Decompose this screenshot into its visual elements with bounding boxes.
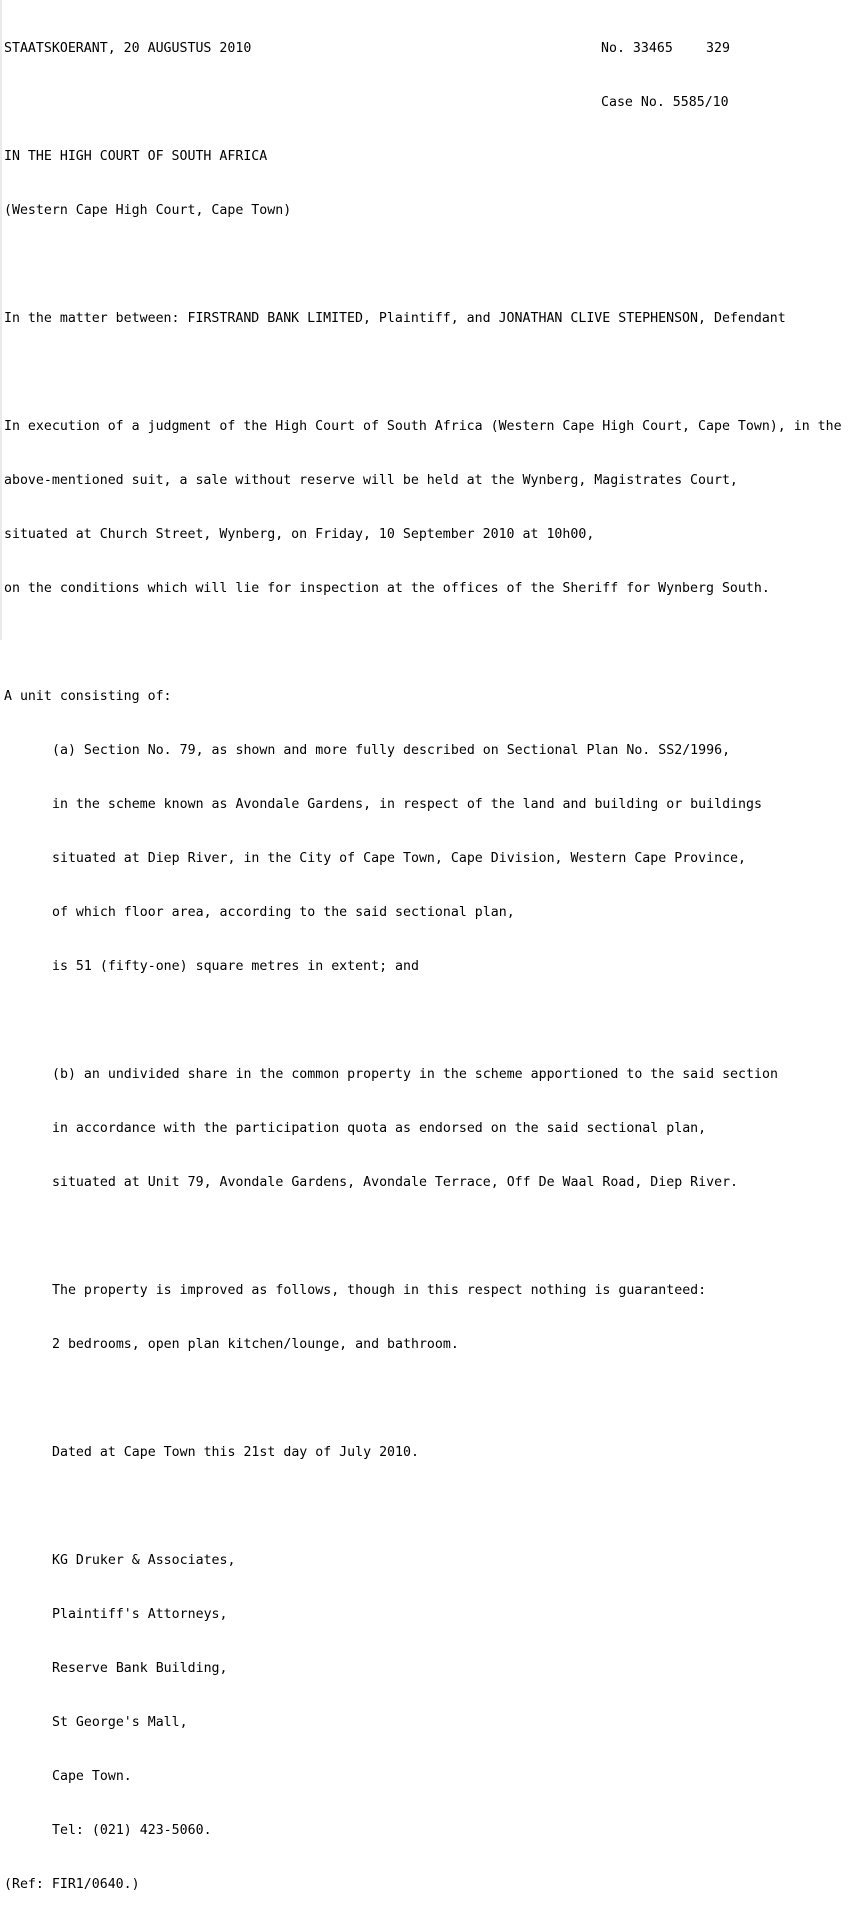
case-number-line xyxy=(4,94,851,112)
blank-line xyxy=(4,1390,851,1408)
attorney-address-line-3: Cape Town. xyxy=(52,1769,132,1784)
case-number: Case No. 5585/10 xyxy=(601,95,729,110)
improvements-line-2: 2 bedrooms, open plan kitchen/lounge, and bathroom. xyxy=(52,1337,459,1352)
execution-paragraph-line-1: In execution of a judgment of the High Court of South Africa (Western Cape High Court, Cape Town), in the xyxy=(4,419,842,434)
section-a-line-5: is 51 (fifty-one) square metres in extent; and xyxy=(52,959,419,974)
dated-line: Dated at Cape Town this 21st day of July 2010. xyxy=(52,1445,419,1460)
execution-paragraph-line-3: situated at Church Street, Wynberg, on Friday, 10 September 2010 at 10h00, xyxy=(4,527,595,542)
attorney-phone-line: Tel: (021) 423-5060. xyxy=(52,1823,212,1838)
blank-line xyxy=(4,256,851,274)
section-a-line-2: in the scheme known as Avondale Gardens, in respect of the land and building or buildings xyxy=(52,797,762,812)
page-number: 329 xyxy=(706,41,730,56)
section-b-line-3: situated at Unit 79, Avondale Gardens, Avondale Terrace, Off De Waal Road, Diep River. xyxy=(52,1175,739,1190)
attorney-name-line: KG Druker & Associates, xyxy=(52,1553,236,1568)
blank-line xyxy=(4,1012,851,1030)
unit-heading-line: A unit consisting of: xyxy=(4,689,172,704)
gazette-title: STAATSKOERANT, 20 AUGUSTUS 2010 xyxy=(4,41,252,56)
court-location-line: (Western Cape High Court, Cape Town) xyxy=(4,203,292,218)
blank-line xyxy=(4,364,851,382)
blank-line xyxy=(4,634,851,652)
section-b-line-1: (b) an undivided share in the common property in the scheme apportioned to the said section xyxy=(52,1067,778,1082)
section-a-line-1: (a) Section No. 79, as shown and more fully described on Sectional Plan No. SS2/1996, xyxy=(52,743,731,758)
execution-paragraph-line-4: on the conditions which will lie for inspection at the offices of the Sheriff for Wynberg South. xyxy=(4,581,770,596)
masthead-line xyxy=(4,40,851,58)
attorney-role-line: Plaintiff's Attorneys, xyxy=(52,1607,228,1622)
gazette-number: No. 33465 xyxy=(601,41,673,56)
improvements-line-1: The property is improved as follows, though in this respect nothing is guaranteed: xyxy=(52,1283,707,1298)
blank-line xyxy=(4,1228,851,1246)
attorney-address-line-2: St George's Mall, xyxy=(52,1715,188,1730)
court-name-line: IN THE HIGH COURT OF SOUTH AFRICA xyxy=(4,149,268,164)
section-a-line-4: of which floor area, according to the said sectional plan, xyxy=(52,905,515,920)
parties-line: In the matter between: FIRSTRAND BANK LIMITED, Plaintiff, and JONATHAN CLIVE STEPHENSON, Defendant xyxy=(4,311,786,326)
section-b-line-2: in accordance with the participation quota as endorsed on the said sectional plan, xyxy=(52,1121,707,1136)
reference-line: (Ref: FIR1/0640.) xyxy=(4,1877,140,1892)
section-a-line-3: situated at Diep River, in the City of Cape Town, Cape Division, Western Cape Province, xyxy=(52,851,747,866)
attorney-address-line-1: Reserve Bank Building, xyxy=(52,1661,228,1676)
blank-line xyxy=(4,1498,851,1516)
execution-paragraph-line-2: above-mentioned suit, a sale without reserve will be held at the Wynberg, Magistrates Court, xyxy=(4,473,738,488)
